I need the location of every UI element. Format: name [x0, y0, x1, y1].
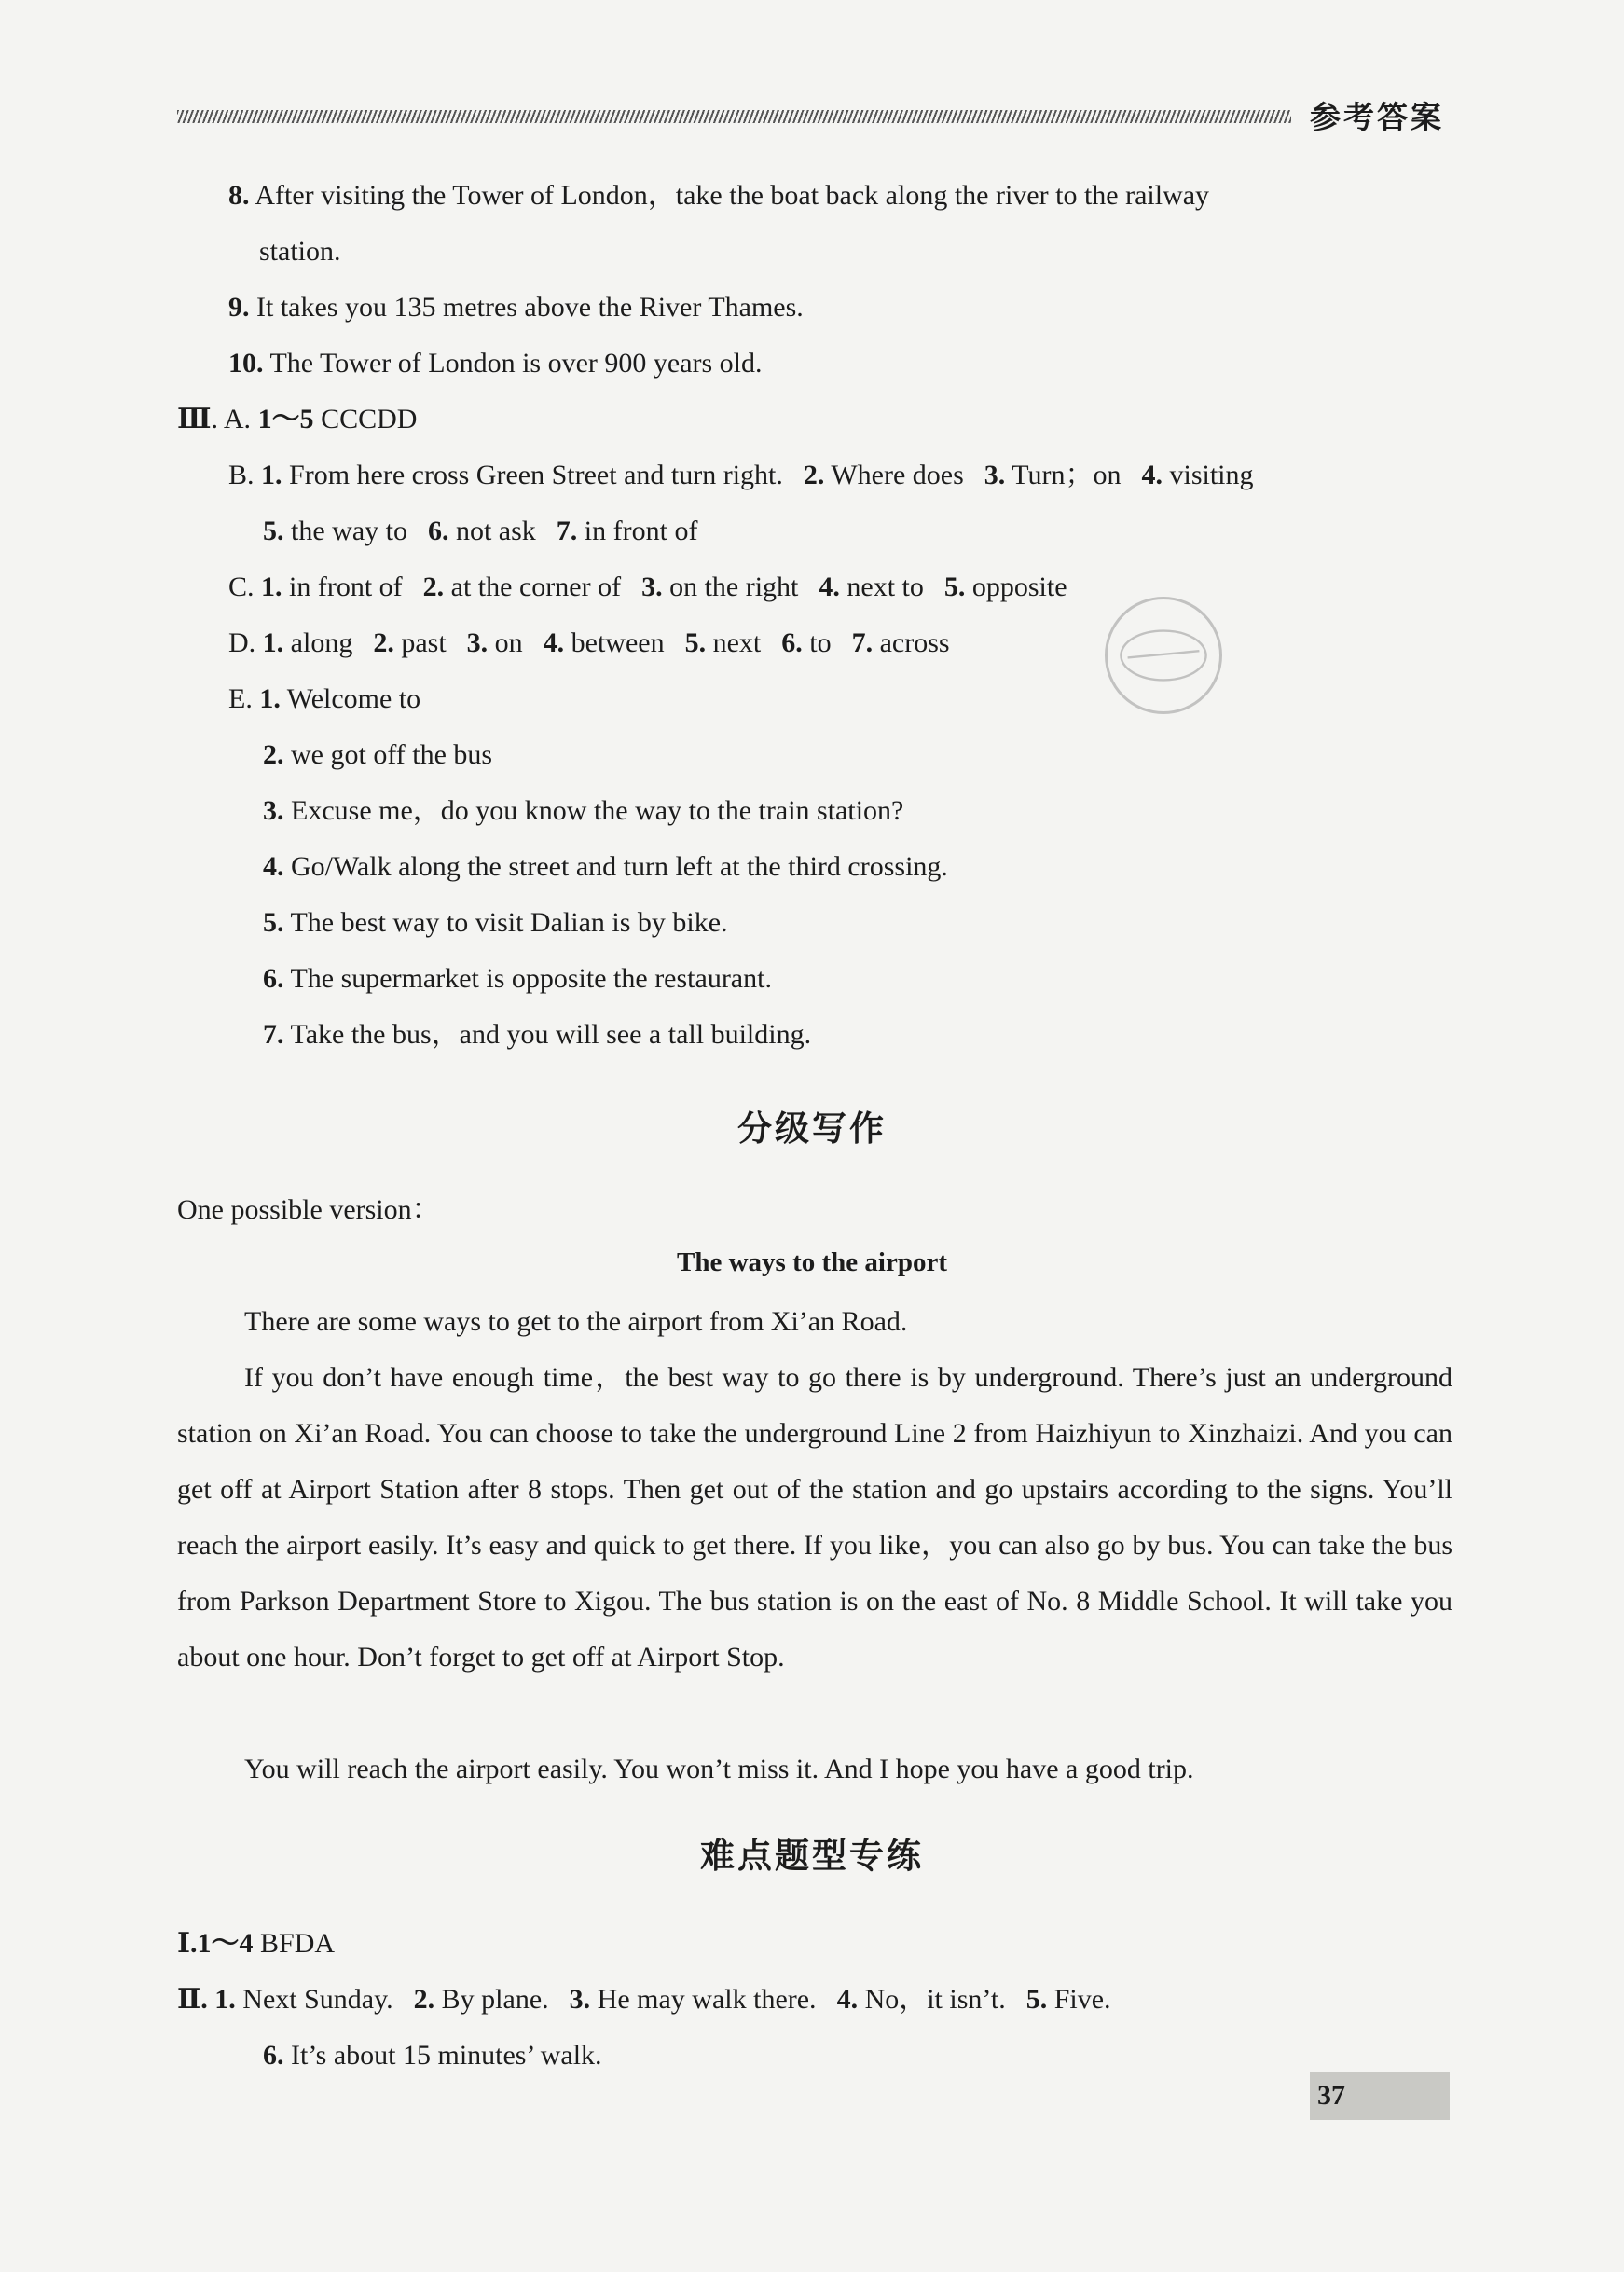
answer-text: Excuse me，do you know the way to the train station?: [283, 795, 904, 826]
answer-line-8: [228, 177, 1209, 214]
answer-text: to: [802, 627, 832, 658]
answer-text: between: [564, 627, 665, 658]
item-range: 1～4: [197, 1928, 254, 1959]
answer-text: He may walk there.: [590, 1984, 817, 2015]
part-prefix: B.: [228, 460, 262, 490]
answer-text: not ask: [448, 516, 536, 546]
part-prefix: . A.: [211, 404, 258, 434]
item-number: 5.: [1025, 1984, 1048, 2015]
answer-text: Where does: [824, 460, 964, 490]
answer-text: station.: [259, 236, 341, 267]
difficult-section-2-line1: Ⅱ. 1. Next Sunday. 2. By plane. 3. He may walk there. 4. No，it isn’t. 5. Five.: [177, 1984, 1111, 2015]
answer-text: across: [873, 627, 950, 658]
answer-text: It’s about 15 minutes’ walk.: [283, 2040, 602, 2071]
item-number: 10.: [228, 348, 264, 379]
part-prefix: C.: [228, 571, 262, 602]
writing-heading: 分级写作: [737, 1108, 887, 1149]
answer-text: Next Sunday.: [235, 1984, 393, 2015]
section-3-d: [228, 625, 950, 662]
item-number: 4.: [819, 571, 840, 602]
paragraph-text: You will reach the airport easily. You won’t miss it. And I hope you have a good trip.: [244, 1754, 1194, 1784]
answer-text: next: [706, 627, 762, 658]
answer-text: From here cross Green Street and turn right.: [282, 460, 783, 490]
answer-text: The supermarket is opposite the restaurant.: [283, 963, 772, 994]
answer-text: along: [283, 627, 353, 658]
stamp-graphic: [1108, 599, 1219, 711]
difficult-heading: 难点题型专练: [700, 1836, 924, 1876]
paragraph-text: If you don’t have enough time，the best way to go there is by underground. There’s just an underground station on Xi’an Road. You can choose to take the underground Line 2 from Haizhiyun to Xinzhaizi. And you can get off at Airport Station after 8 stops. Then get out of the station and go upstairs according to the signs. You’ll reach the airport easily. It’s easy and quick to get there. If you like，you can also go by bus. You can take the bus from Parkson Department Store to Xigou. The bus station is on the east of No. 8 Middle School. It will take you about one hour. Don’t forget to get off at Airport Stop.: [177, 1362, 1452, 1673]
answer-text: CCCDD: [313, 404, 418, 434]
section-label: Ⅲ: [177, 404, 212, 434]
answer-text: Turn；on: [1005, 460, 1122, 490]
answer-text: next to: [839, 571, 924, 602]
section-label: Ⅱ: [177, 1984, 201, 2015]
answer-text: The best way to visit Dalian is by bike.: [283, 907, 728, 938]
section-3-e-5: [263, 904, 728, 942]
item-number: 6.: [427, 516, 449, 546]
item-number: 1.: [261, 571, 282, 602]
answer-text: No，it isn’t.: [858, 1984, 1006, 2015]
item-number: 3.: [641, 571, 663, 602]
item-number: 6.: [781, 627, 803, 658]
item-number: 1.: [214, 1984, 236, 2015]
answer-text: After visiting the Tower of London，take the boat back along the river to the railway: [249, 180, 1210, 211]
part-prefix: D.: [228, 627, 263, 658]
item-number: 1.: [262, 627, 284, 658]
item-number: 4.: [1141, 460, 1163, 490]
difficult-section-1: Ⅰ.1～4 BFDA: [177, 1928, 336, 1959]
item-number: 2.: [263, 739, 284, 770]
item-number: 2.: [413, 1984, 435, 2015]
header-title: 参考答案: [1310, 99, 1444, 135]
item-number: 4.: [543, 627, 565, 658]
answer-line-10: [228, 345, 763, 382]
item-number: 8.: [228, 180, 250, 211]
item-number: 4.: [263, 851, 284, 882]
answer-text: Go/Walk along the street and turn left at the third crossing.: [283, 851, 948, 882]
item-number: 3.: [466, 627, 489, 658]
answer-text: The Tower of London is over 900 years old.: [263, 348, 763, 379]
section-3-e-6: [263, 960, 772, 998]
item-number: 6.: [263, 2040, 284, 2071]
part-prefix: E.: [228, 683, 260, 714]
section-3-b-line2: [263, 513, 697, 550]
section-3-b-line1: [228, 457, 1254, 494]
item-number: 5.: [943, 571, 966, 602]
item-number: 2.: [803, 460, 825, 490]
answer-text: in front of: [282, 571, 403, 602]
answer-text: visiting: [1162, 460, 1254, 490]
difficult-section-2-line2: [263, 2037, 602, 2074]
answer-text: By plane.: [434, 1984, 549, 2015]
answer-text: the way to: [283, 516, 407, 546]
section-3-c: [228, 569, 1067, 606]
section-3-e-1: [228, 681, 420, 718]
item-number: 3.: [263, 795, 284, 826]
answer-text: at the corner of: [444, 571, 622, 602]
answer-text: in front of: [577, 516, 698, 546]
answer-text: Five.: [1047, 1984, 1111, 2015]
item-number: 7.: [263, 1019, 284, 1050]
essay-paragraph-2: [177, 1350, 1452, 1686]
item-number: 7.: [851, 627, 874, 658]
answer-text: Welcome to: [280, 683, 421, 714]
section-label: Ⅰ: [177, 1928, 191, 1959]
answer-line-8-cont: [259, 233, 341, 270]
answer-text: BFDA: [253, 1928, 336, 1959]
answer-text: Take the bus，and you will see a tall building.: [283, 1019, 812, 1050]
item-number: 2.: [373, 627, 394, 658]
item-number: 7.: [556, 516, 578, 546]
essay-paragraph-3: [177, 1742, 1452, 1797]
item-number: 3.: [569, 1984, 591, 2015]
paragraph-text: There are some ways to get to the airport from Xi’an Road.: [244, 1306, 908, 1337]
answer-text: It takes you 135 metres above the River Thames.: [249, 292, 804, 323]
section-3-e-4: [263, 848, 948, 886]
answer-text: we got off the bus: [283, 739, 493, 770]
stamp-watermark: [1105, 597, 1222, 714]
item-number: 9.: [228, 292, 250, 323]
essay-title: The ways to the airport: [677, 1247, 947, 1277]
item-number: 1.: [259, 683, 281, 714]
header-rule: [177, 110, 1291, 123]
essay-paragraph-1: [177, 1294, 1452, 1350]
item-number: 5.: [263, 516, 284, 546]
answer-line-9: [228, 289, 804, 326]
section-3-a: [177, 401, 417, 438]
item-range: 1～5: [257, 404, 314, 434]
item-number: 5.: [263, 907, 284, 938]
writing-intro: One possible version：: [177, 1194, 440, 1225]
item-number: 2.: [422, 571, 445, 602]
item-number: 3.: [984, 460, 1006, 490]
item-number: 4.: [836, 1984, 859, 2015]
answer-text: on: [488, 627, 523, 658]
page-number: 37: [1310, 2072, 1450, 2120]
section-3-e-3: [263, 792, 903, 830]
item-number: 6.: [263, 963, 284, 994]
item-number: 1.: [261, 460, 282, 490]
section-3-e-7: [263, 1016, 811, 1053]
answer-text: past: [393, 627, 447, 658]
section-3-e-2: [263, 737, 492, 774]
answer-text: opposite: [965, 571, 1067, 602]
item-number: 5.: [684, 627, 707, 658]
answer-text: on the right: [662, 571, 799, 602]
